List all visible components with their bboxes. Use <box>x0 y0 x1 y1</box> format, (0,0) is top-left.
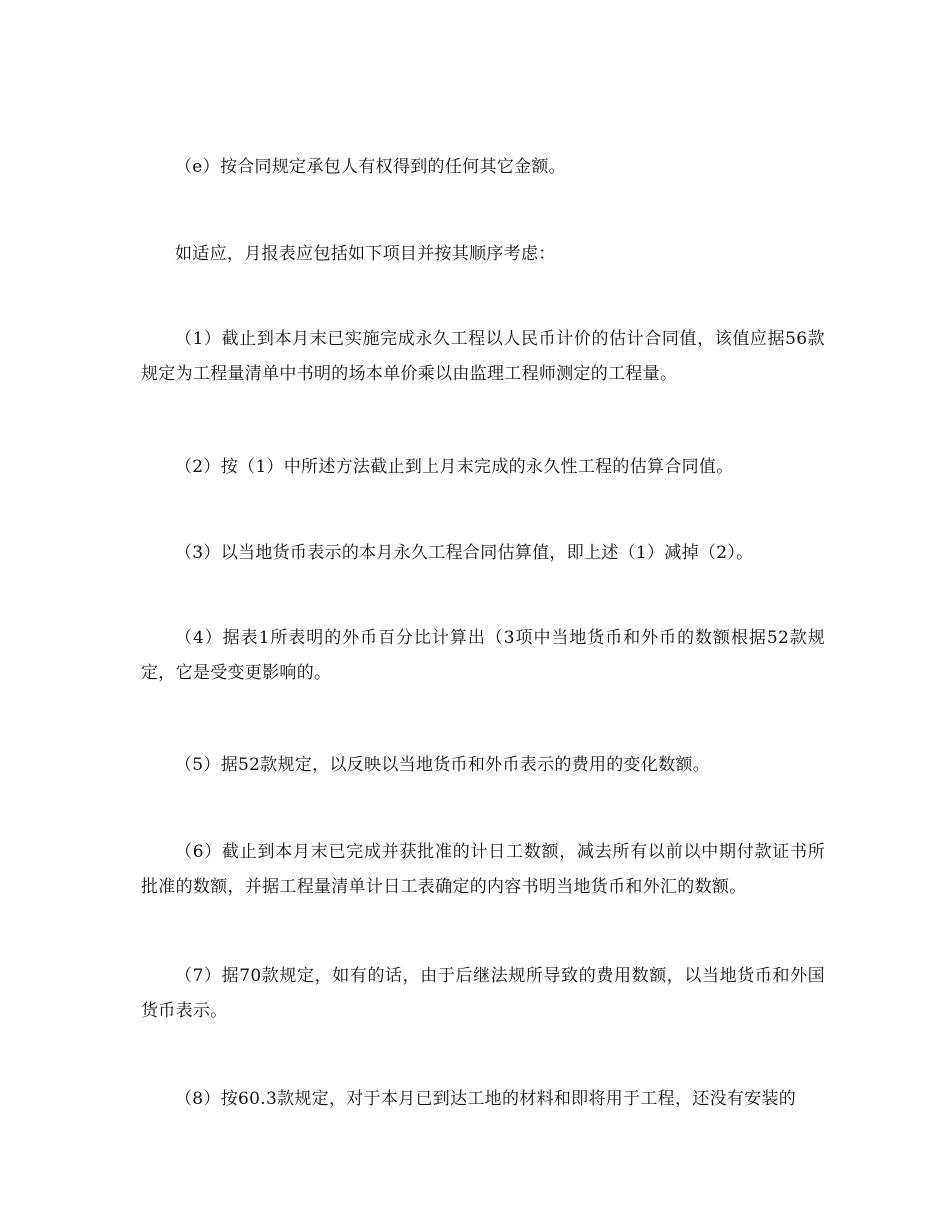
paragraph-1: （1）截止到本月末已实施完成永久工程以人民币计价的估计合同值，该值应据56款规定为工程量清单中书明的场本单价乘以由监理工程师测定的工程量。 <box>141 329 825 384</box>
paragraph-4: （4）据表1所表明的外币百分比计算出（3项中当地货币和外币的数额根据52款规定，它是受变更影响的。 <box>141 628 825 683</box>
paragraph-3: （3）以当地货币表示的本月永久工程合同估算值，即上述（1）减掉（2）。 <box>175 543 754 563</box>
paragraph-8: （8）按60.3款规定，对于本月已到达工地的材料和即将用于工程，还没有安装的 <box>175 1089 797 1109</box>
paragraph-5: （5）据52款规定，以反映以当地货币和外币表示的费用的变化数额。 <box>175 755 711 775</box>
paragraph-6: （6）截止到本月末已完成并获批准的计日工数额，减去所有以前以中期付款证书所批准的数额，并据工程量清单计日工表确定的内容书明当地货币和外汇的数额。 <box>141 842 825 897</box>
paragraph-e: （e）按合同规定承包人有权得到的任何其它金额。 <box>175 157 566 177</box>
paragraph-2: （2）按（1）中所述方法截止到上月末完成的永久性工程的估算合同值。 <box>175 457 734 477</box>
paragraph-7: （7）据70款规定，如有的话，由于后继法规所导致的费用数额，以当地货币和外国货币表示。 <box>141 966 825 1021</box>
paragraph-intro: 如适应，月报表应包括如下项目并按其顺序考虑： <box>175 244 556 264</box>
